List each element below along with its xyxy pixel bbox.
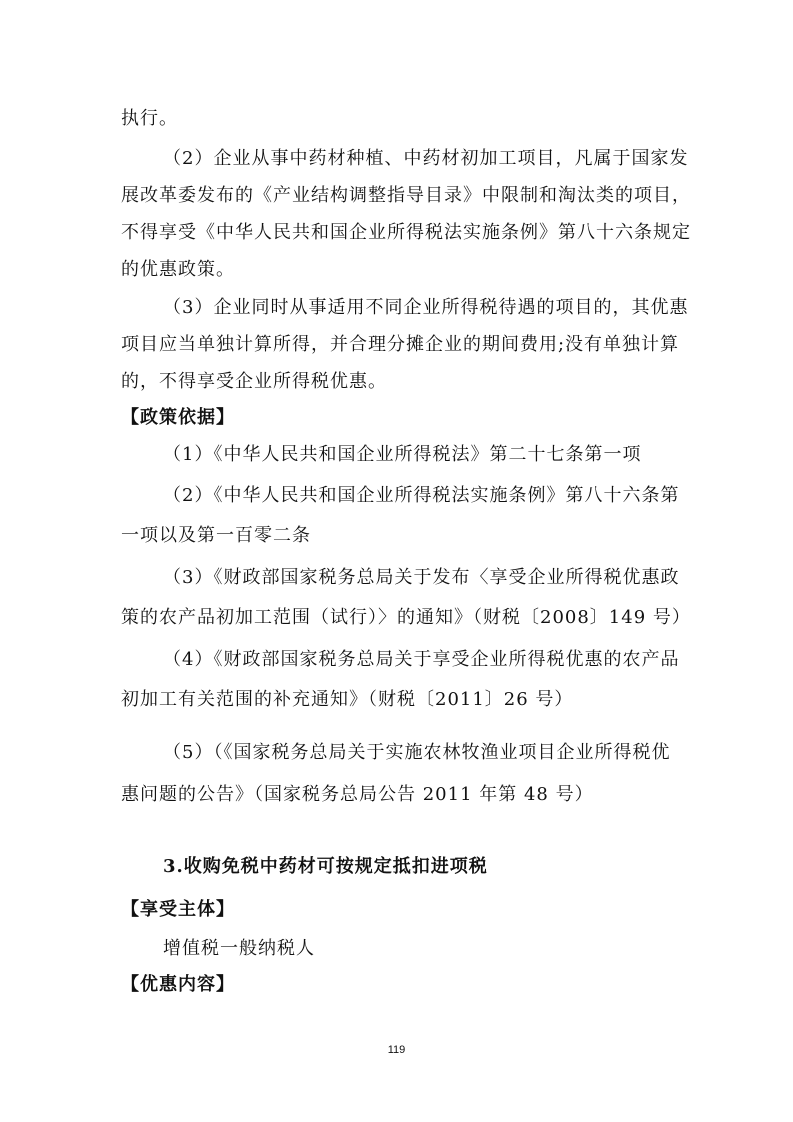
section-heading: 【优惠内容】 — [121, 974, 235, 995]
text-line: 展改革委发布的《产业结构调整指导目录》中限制和淘汰类的项目， — [121, 185, 691, 206]
text-line: 不得享受《中华人民共和国企业所得税法实施条例》第八十六条规定 — [121, 222, 691, 243]
text-line: （4）《财政部国家税务总局关于享受企业所得税优惠的农产品 — [163, 649, 680, 670]
section-heading: 【政策依据】 — [121, 407, 235, 428]
text-line: （2）《中华人民共和国企业所得税法实施条例》第八十六条第 — [163, 485, 680, 506]
text-line: （2）企业从事中药材种植、中药材初加工项目，凡属于国家发 — [163, 148, 689, 169]
text-line: 执行。 — [121, 108, 178, 129]
text-line: 增值税一般纳税人 — [163, 938, 315, 959]
text-line: 的，不得享受企业所得税优惠。 — [121, 371, 387, 392]
text-line: （3）《财政部国家税务总局关于发布〈享受企业所得税优惠政 — [163, 567, 680, 588]
text-line: 策的农产品初加工范围（试行）〉的通知》（财税〔2008〕149 号） — [121, 607, 691, 628]
text-line: （1）《中华人民共和国企业所得税法》第二十七条第一项 — [163, 444, 642, 465]
page-number: 119 — [387, 1044, 406, 1056]
text-line: 初加工有关范围的补充通知》（财税〔2011〕26 号） — [121, 689, 574, 710]
text-line: 惠问题的公告》（国家税务总局公告 2011 年第 48 号） — [121, 784, 594, 805]
text-line: （5）（《国家税务总局关于实施农林牧渔业项目企业所得税优 — [163, 742, 671, 763]
text-line: 项目应当单独计算所得，并合理分摊企业的期间费用;没有单独计算 — [121, 334, 680, 355]
text-line: （3）企业同时从事适用不同企业所得税待遇的项目的，其优惠 — [163, 297, 689, 318]
section-heading: 【享受主体】 — [121, 899, 235, 920]
subsection-title: 3.收购免税中药材可按规定抵扣进项税 — [163, 856, 488, 877]
text-line: 一项以及第一百零二条 — [121, 525, 311, 546]
text-line: 的优惠政策。 — [121, 259, 235, 280]
